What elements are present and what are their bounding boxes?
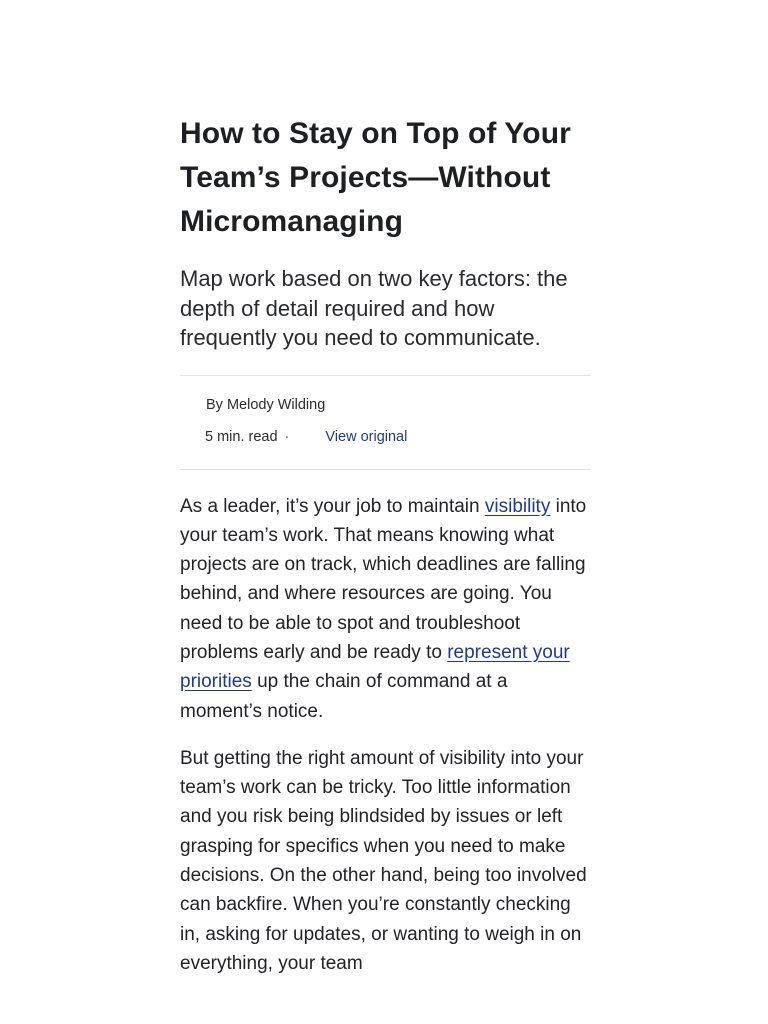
- meta-row: [180, 427, 591, 447]
- view-original-link[interactable]: View original: [325, 428, 408, 445]
- paragraph-2: But getting the right amount of visibility into your team’s work can be tricky. Too little information and you risk being blindsided by issues or left grasping for specifics when you need to make decisions. On the other hand, being too involved can backfire. When you’re constantly checking in, asking for updates, or wanting to weigh in on everything, your team: [180, 747, 587, 974]
- byline: By Melody Wilding: [206, 396, 326, 413]
- paragraph-text: into your team’s work. That means knowing what projects are on track, which deadlines are falling behind, and where resources are going. You need to be able to spot and troubleshoot problems early and be ready to: [180, 495, 587, 663]
- paragraph-text: up the chain of command at a moment’s notice.: [180, 671, 508, 722]
- visibility-link[interactable]: visibility: [484, 495, 551, 517]
- article-subtitle: Map work based on two key factors: the depth of detail required and how frequently you need to communicate.: [180, 266, 568, 350]
- article: [180, 112, 591, 996]
- read-time: 5 min. read: [205, 428, 278, 445]
- article-meta: [180, 375, 591, 470]
- meta-separator: ·: [284, 428, 290, 445]
- paragraph-1: [180, 492, 591, 726]
- represent-priorities-link[interactable]: represent your priorities: [180, 641, 570, 693]
- paragraph-text: As a leader, it’s your job to maintain: [180, 495, 485, 517]
- article-title: How to Stay on Top of Your Team’s Projects—Without Micromanaging: [180, 117, 571, 238]
- article-body: [180, 492, 591, 979]
